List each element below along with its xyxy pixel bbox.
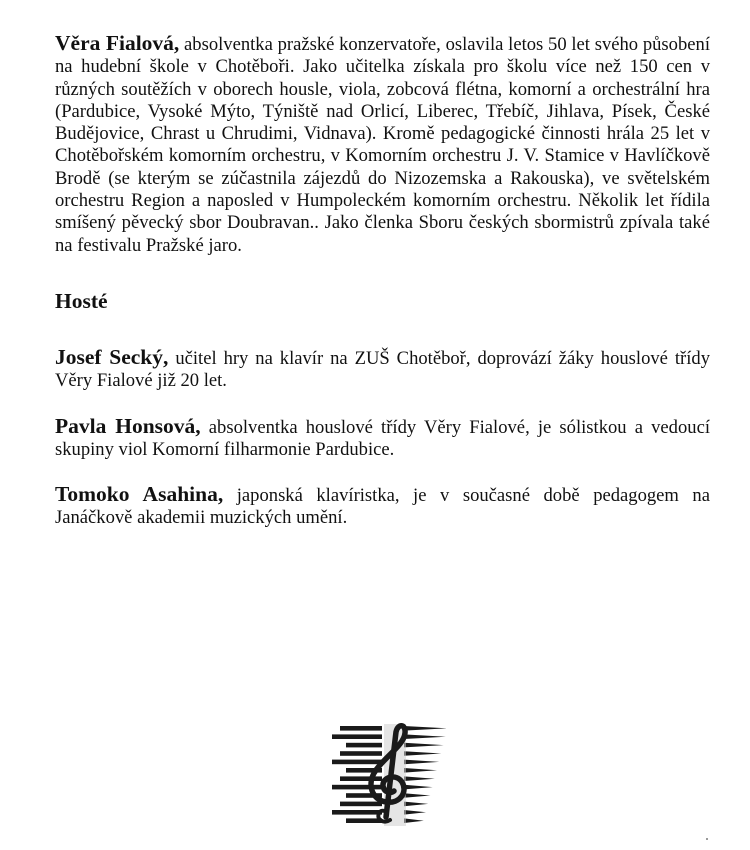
bio-vera-fialova — [55, 32, 710, 257]
logo-stripe-right — [404, 743, 444, 748]
bio-name: Tomoko Asahina, — [55, 482, 224, 507]
section-heading-guests: Hosté — [55, 288, 108, 313]
logo-stripe-left — [340, 776, 382, 781]
logo-stripe-left — [340, 726, 382, 731]
bio-text: učitel hry na klavír na ZUŠ Chotěboř, doprovází žáky houslové třídy Věry Fialové již 20 let. — [55, 347, 710, 392]
logo-stripe-right — [404, 793, 430, 798]
logo-stripe-right — [404, 760, 439, 765]
bio-pavla-honsova — [55, 415, 710, 462]
bio-name: Pavla Honsová, — [55, 413, 201, 438]
logo-stripe-right — [404, 734, 446, 739]
logo-stripe-left — [332, 760, 382, 765]
logo-stripe-right — [404, 810, 426, 815]
logo-stripe-left — [340, 751, 382, 756]
bio-text: absolventka pražské konzervatoře, oslavila letos 50 let svého působení na hudební škole v Chotěboři. Jako učitelka získala pro školu více než 150 cen v různých soutěžích v oborech housle, viola, zobcová flétna, komorní a orchestrální hra (Pardubice, Vysoké Mýto, Týniště nad Orlicí, Liberec, Třebíč, Jihlava, Písek, České Budějovice, Chrast u Chrudimi, Vidnava). Kromě pedagogické činnosti hrála 25 let v Chotěbořském komorním orchestru, v Komorním orchestru J. V. Stamice v Havlíčkově Brodě (se kterým se zúčastnila zájezdů do Nizozemska a Rakouska), ve světelském orchestru Region a naposled v Humpoleckém komorním orchestru. Několik let řídila smíšený pěvecký sbor Doubravan.. Jako členka Sboru českých sbormistrů zpívala také na festivalu Pražské jaro. — [55, 34, 710, 256]
logo-stripe-right — [404, 776, 435, 781]
treble-clef-svg — [320, 720, 446, 830]
logo-stripe-right — [404, 802, 428, 807]
logo-stripe-right — [404, 726, 446, 731]
logo-stripe-right — [404, 785, 433, 790]
logo-stripe-left — [340, 802, 382, 807]
logo-stripe-left — [346, 818, 382, 823]
logo-stripe-left — [332, 810, 382, 815]
bio-tomoko-asahina — [55, 483, 710, 530]
bio-text: absolventka houslové třídy Věry Fialové, je sólistkou a vedoucí skupiny viol Komorní filharmonie Pardubice. — [55, 416, 710, 460]
logo-stripe-right — [404, 768, 437, 773]
treble-clef-logo-icon — [320, 720, 446, 830]
logo-stripe-right — [404, 751, 441, 756]
scan-speck — [706, 838, 708, 840]
bio-text: japonská klavíristka, je v současné době pedagogem na Janáčkově akademii muzických umění. — [55, 485, 710, 529]
logo-stripe-right — [404, 818, 424, 823]
program-page — [55, 32, 710, 552]
bio-name: Josef Secký, — [55, 344, 169, 369]
bio-josef-secky — [55, 346, 710, 393]
bio-name: Věra Fialová, — [55, 31, 180, 55]
logo-stripe-left — [332, 785, 382, 790]
logo-stripe-left — [332, 734, 382, 739]
logo-stripe-left — [346, 743, 382, 748]
